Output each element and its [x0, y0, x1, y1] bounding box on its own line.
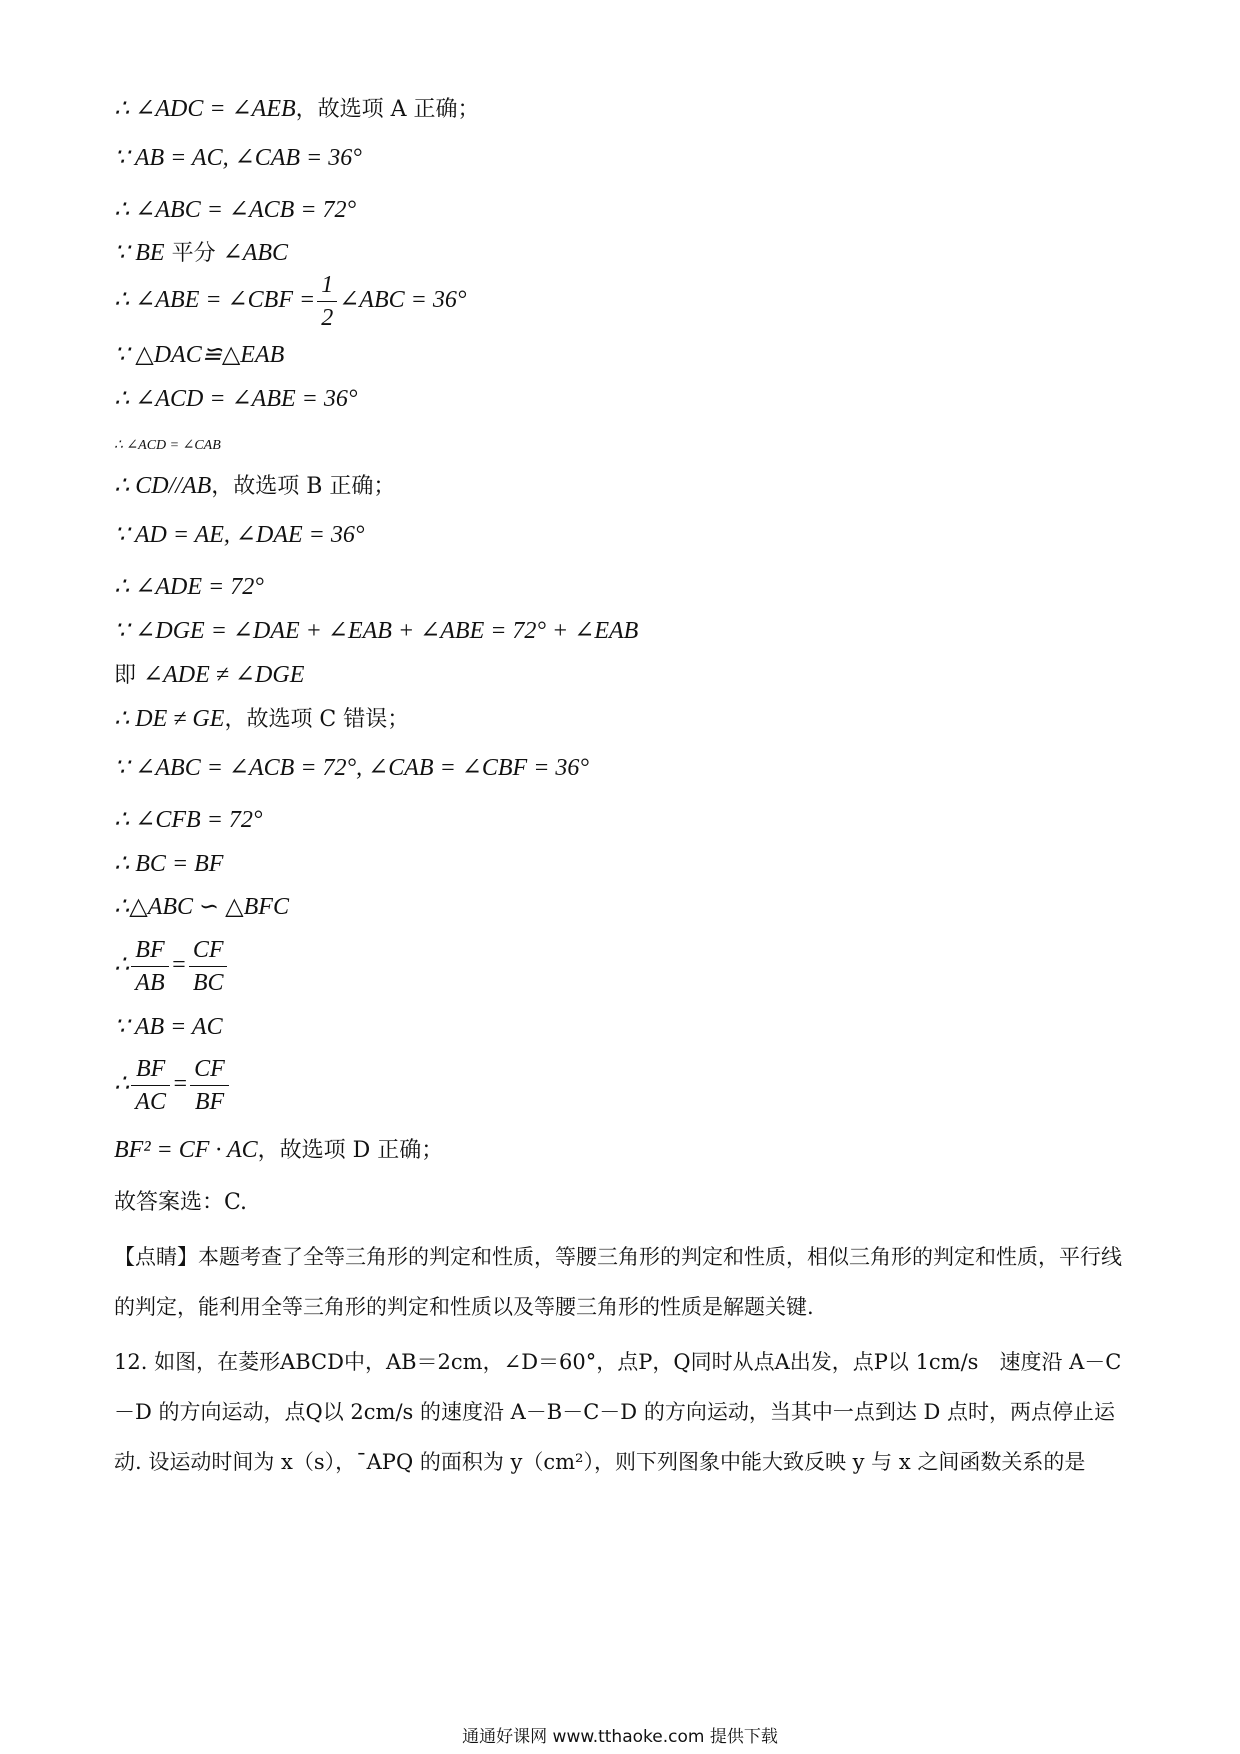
solution-line-21: [114, 1052, 231, 1118]
math-expr: ∠ADE ≠ ∠DGE: [143, 662, 305, 688]
math-expr-small: ∴ ∠ACD = ∠CAB: [114, 438, 221, 453]
math-expr: ∴△ABC ∽ △BFC: [114, 894, 289, 920]
therefore-symbol: ∴: [114, 952, 130, 978]
fraction-half: [317, 269, 337, 334]
answer-text: 故答案选：C.: [114, 1190, 248, 1215]
comment-text: 【点睛】本题考查了全等三角形的判定和性质，等腰三角形的判定和性质，相似三角形的判定和性质，平行线的判定，能利用全等三角形的判定和性质以及等腰三角形的性质是解题关键.: [114, 1245, 1122, 1319]
solution-line-17: [114, 849, 223, 880]
fraction-right: [190, 1053, 229, 1118]
solution-line-15: [114, 753, 589, 784]
solution-line-6: [114, 340, 284, 371]
page-footer: [0, 1722, 1240, 1747]
solution-line-8: [114, 428, 221, 461]
fraction-numerator: 1: [317, 269, 337, 302]
line-text: ，故选项 C 错误；: [224, 707, 410, 732]
fraction-numerator: CF: [190, 1053, 229, 1086]
solution-line-16: [114, 805, 263, 836]
fraction-denominator: AC: [135, 1088, 166, 1115]
solution-line-1: [114, 94, 480, 125]
fraction-right: [189, 934, 228, 999]
math-expr: ∵ AB = AC, ∠CAB = 36°: [114, 145, 362, 171]
solution-line-11: [114, 572, 264, 603]
fraction-numerator: BF: [131, 1053, 170, 1086]
fraction-left: [131, 934, 168, 999]
problem-paragraph: [114, 1337, 1134, 1487]
solution-line-5: [114, 268, 466, 334]
line-text: ，故选项 B 正确；: [211, 474, 396, 499]
solution-line-10: [114, 520, 364, 551]
math-expr: ∴ ∠ADC = ∠AEB: [114, 96, 296, 122]
math-expr: ∵ △DAC≌△EAB: [114, 342, 285, 368]
line-text: ，故选项 D 正确；: [257, 1138, 444, 1163]
line-text: 平分: [164, 241, 223, 266]
fraction-left: [131, 1053, 170, 1118]
fraction-denominator: 2: [321, 304, 334, 331]
math-expr: ∴ ∠CFB = 72°: [114, 807, 263, 833]
solution-line-20: [114, 1012, 223, 1043]
problem-text: 12. 如图，在菱形ABCD中，AB＝2cm，∠D＝60°，点P，Q同时从点A出发，点P以 1cm/s 速度沿 A－C－D 的方向运动，点Q以 2cm/s 的速度沿 A－B－C－D 的方向运动，当其中一点到达 D 点时，两点停止运动. 设运动时间为 x（s），¯APQ 的面积为 y（cm²），则下列图象中能大致反映 y 与 x 之间函数关系的是: [114, 1350, 1122, 1474]
solution-line-4: [114, 238, 288, 269]
line-text-prefix: 即: [114, 663, 143, 688]
solution-line-12: [114, 616, 638, 647]
solution-line-22: [114, 1135, 443, 1166]
therefore-symbol: ∴: [114, 1071, 130, 1097]
math-expr: ∴ ∠ABC = ∠ACB = 72°: [114, 197, 357, 223]
fraction-numerator: BF: [131, 934, 168, 967]
fraction-denominator: AB: [135, 969, 165, 996]
solution-line-18: [114, 892, 289, 923]
solution-line-3: [114, 195, 356, 226]
solution-line-9: [114, 471, 395, 502]
answer-line: [114, 1188, 247, 1218]
equals-sign: =: [171, 1071, 189, 1097]
math-expr: ∴ BC = BF: [114, 851, 224, 877]
solution-line-14: [114, 704, 409, 735]
solution-line-13: [114, 660, 304, 691]
footer-text: 通通好课网 www.tthaoke.com 提供下载: [462, 1727, 778, 1747]
math-expr: ∵ AB = AC: [114, 1014, 223, 1040]
comment-paragraph: [114, 1232, 1134, 1332]
math-expr: ∵ BE: [114, 240, 165, 266]
math-expr-post: ∠ABC = 36°: [339, 287, 467, 313]
math-expr: ∴ DE ≠ GE: [114, 706, 225, 732]
math-expr-2: ∠ABC: [222, 240, 289, 266]
math-expr: ∴ CD//AB: [114, 473, 212, 499]
fraction-denominator: BF: [194, 1088, 225, 1115]
equals-sign: =: [170, 952, 187, 978]
math-expr: ∴ ∠ABE = ∠CBF =: [114, 287, 316, 313]
solution-line-7: [114, 384, 357, 415]
fraction-numerator: CF: [189, 934, 228, 967]
math-expr: ∵ ∠ABC = ∠ACB = 72°, ∠CAB = ∠CBF = 36°: [114, 755, 589, 781]
solution-line-19: [114, 933, 229, 999]
math-expr: BF² = CF · AC: [114, 1137, 258, 1163]
math-expr: ∴ ∠ACD = ∠ABE = 36°: [114, 386, 358, 412]
math-expr: ∵ ∠DGE = ∠DAE + ∠EAB + ∠ABE = 72° + ∠EAB: [114, 618, 639, 644]
fraction-denominator: BC: [192, 969, 224, 996]
solution-line-2: [114, 143, 362, 174]
math-expr: ∴ ∠ADE = 72°: [114, 574, 264, 600]
line-text: ，故选项 A 正确；: [295, 97, 480, 122]
math-expr: ∵ AD = AE, ∠DAE = 36°: [114, 522, 365, 548]
